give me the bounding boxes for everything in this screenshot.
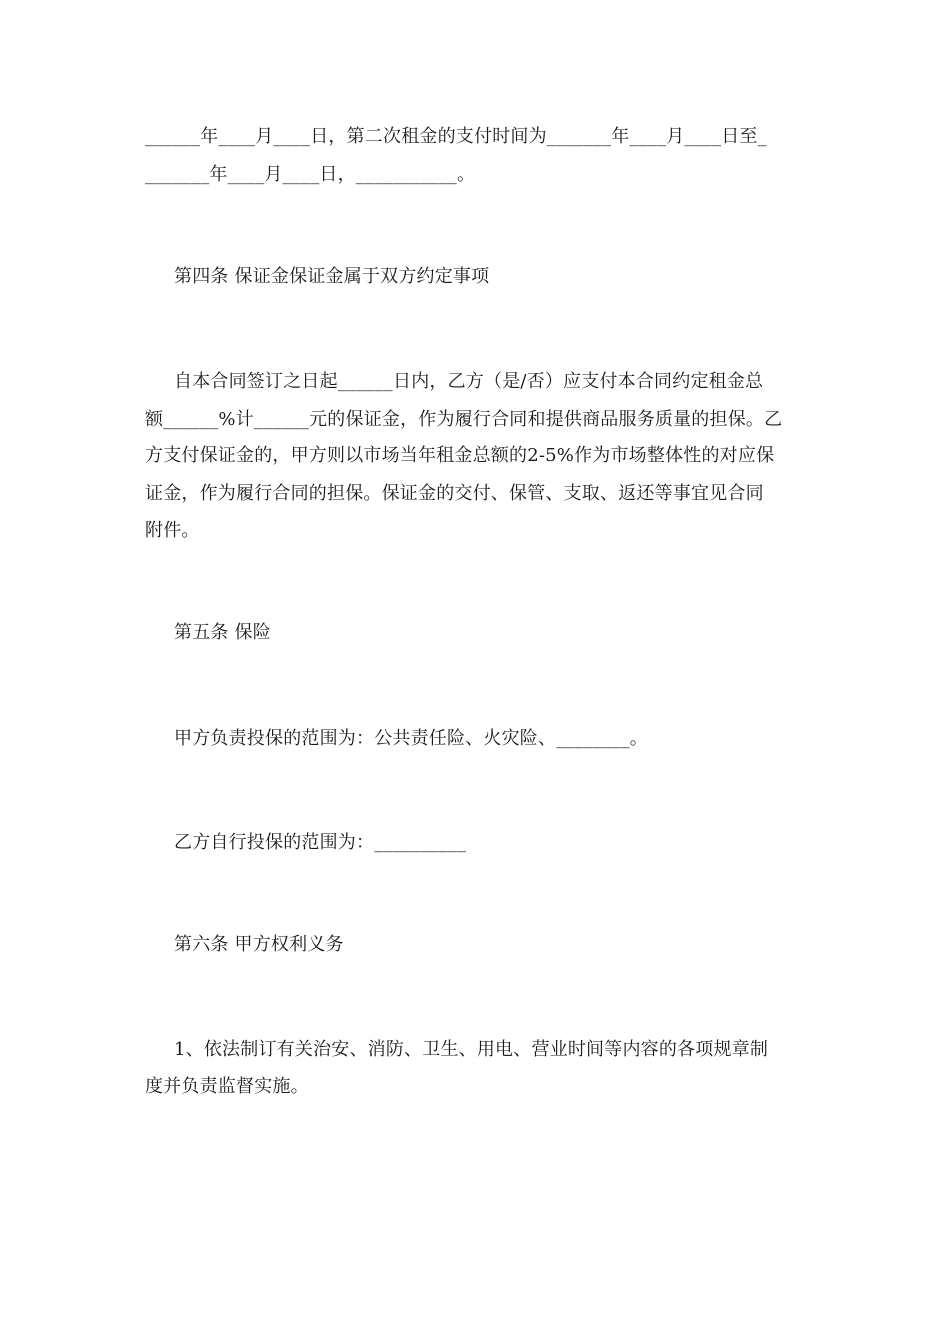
text-line: 乙方自行投保的范围为：__________ xyxy=(174,832,467,853)
text-line: 度并负责监督实施。 xyxy=(145,1076,309,1097)
text-line: 证金，作为履行合同的担保。保证金的交付、保管、支取、返还等事宜见合同 xyxy=(145,483,764,504)
section-heading: 第四条 保证金保证金属于双方约定事项 xyxy=(174,266,490,287)
text-line: 甲方负责投保的范围为：公共责任险、火灾险、________。 xyxy=(174,728,648,749)
section-heading: 第六条 甲方权利义务 xyxy=(174,934,344,955)
section-heading: 第五条 保险 xyxy=(174,622,271,643)
text-line: ______年____月____日，第二次租金的支付时间为_______年____月____日至_ xyxy=(145,126,767,147)
text-line: _______年____月____日，___________。 xyxy=(145,164,476,185)
text-line: 自本合同签订之日起______日内，乙方（是/否）应支付本合同约定租金总 xyxy=(174,371,764,392)
text-line: 额______%计______元的保证金，作为履行合同和提供商品服务质量的担保。乙 xyxy=(145,409,783,430)
text-line: 附件。 xyxy=(145,520,200,541)
text-line: 1、依法制订有关治安、消防、卫生、用电、营业时间等内容的各项规章制 xyxy=(174,1039,769,1060)
text-line: 方支付保证金的，甲方则以市场当年租金总额的2-5%作为市场整体性的对应保 xyxy=(145,445,775,466)
